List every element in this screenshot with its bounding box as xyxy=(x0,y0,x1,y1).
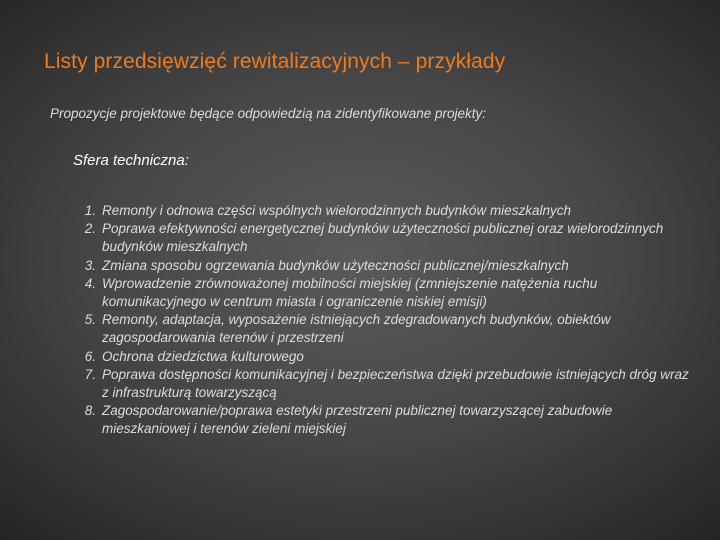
list-item xyxy=(72,348,692,366)
list-item-text: Zmiana sposobu ogrzewania budynków użyteczności publicznej/mieszkalnych xyxy=(102,257,569,273)
list-item xyxy=(72,220,692,256)
list-item-text: Zagospodarowanie/poprawa estetyki przestrzeni publicznej towarzyszącej zabudowie mieszkaniowej i terenów zieleni miejskiej xyxy=(102,403,613,437)
list-item-text: Remonty i odnowa części wspólnych wielorodzinnych budynków mieszkalnych xyxy=(102,203,571,218)
list-item xyxy=(72,366,692,402)
list-item xyxy=(72,202,692,220)
list-item-text: Poprawa efektywności energetycznej budynków użyteczności publicznej oraz wielorodzinnych budynków mieszkalnych xyxy=(102,221,664,255)
list-item-number: 7. xyxy=(84,366,96,382)
list-item-text: Remonty, adaptacja, wyposażenie istniejących zdegradowanych budynków, obiektów zagospodarowania terenów i przestrzeni xyxy=(102,312,611,346)
list-item-number: 1. xyxy=(84,203,96,218)
list-item-number: 8. xyxy=(84,403,96,419)
list-item xyxy=(72,275,692,311)
list-item xyxy=(72,311,692,347)
list-item-number: 2. xyxy=(84,221,96,237)
list-item-number: 4. xyxy=(84,275,96,291)
slide-title: Listy przedsięwzięć rewitalizacyjnych – przykłady xyxy=(44,50,506,73)
project-list xyxy=(72,202,692,439)
list-item xyxy=(72,402,692,438)
list-item-text: Ochrona dziedzictwa kulturowego xyxy=(102,348,304,364)
list-item-text: Wprowadzenie zrównoważonej mobilności miejskiej (zmniejszenie natężenia ruchu komunikacyjnego w centrum miasta i ograniczenie niskiej emisji) xyxy=(102,275,598,310)
list-item-number: 5. xyxy=(84,312,96,328)
list-item-number: 3. xyxy=(84,257,96,273)
section-heading: Sfera techniczna: xyxy=(73,152,189,169)
list-item xyxy=(72,257,692,275)
slide-subtitle: Propozycje projektowe będące odpowiedzią na zidentyfikowane projekty: xyxy=(50,106,487,121)
list-item-text: Poprawa dostępności komunikacyjnej i bezpieczeństwa dzięki przebudowie istniejących dróg wraz z infrastrukturą towarzyszącą xyxy=(102,366,689,401)
list-item-number: 6. xyxy=(84,348,96,364)
